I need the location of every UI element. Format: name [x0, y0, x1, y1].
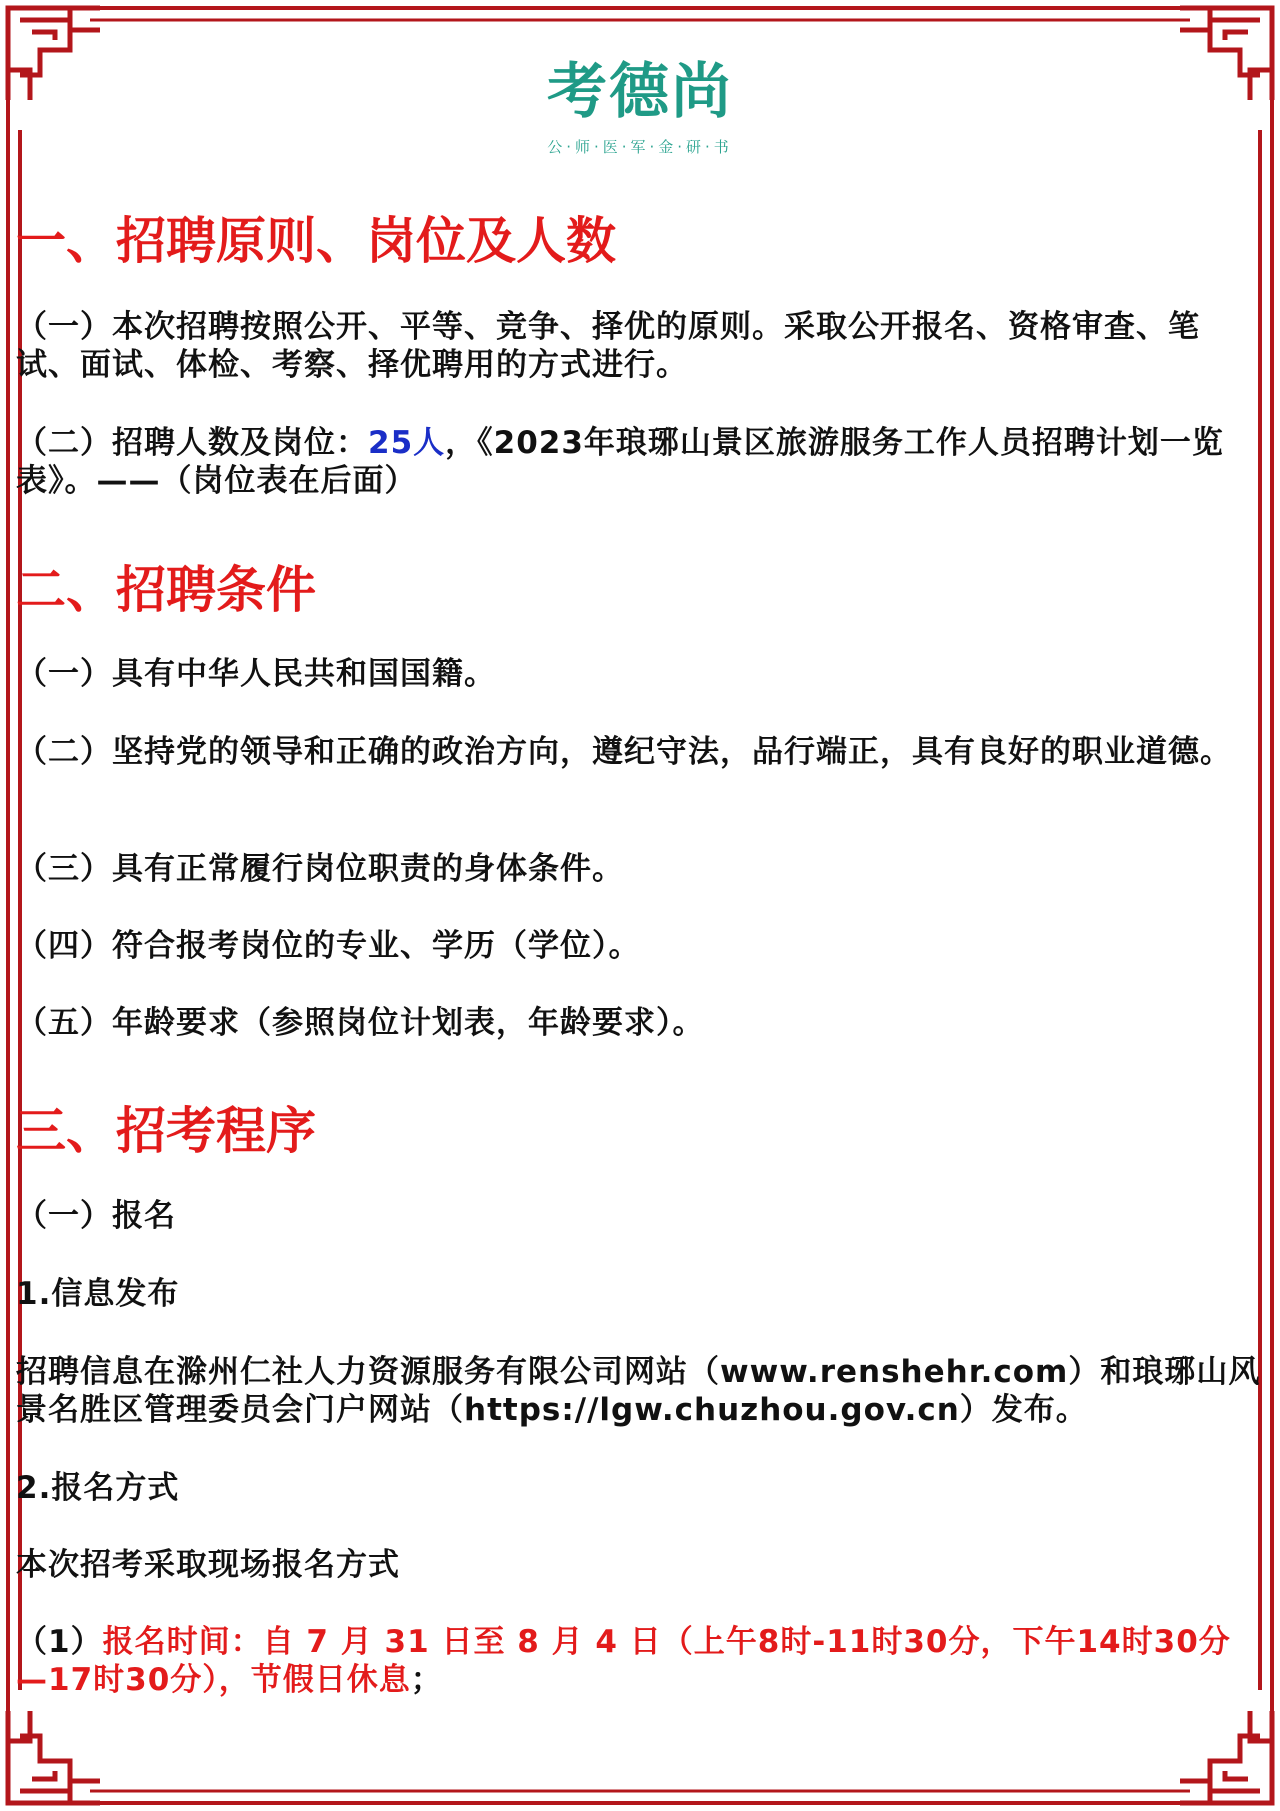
- paragraph-principle: （一）本次招聘按照公开、平等、竞争、择优的原则。采取公开报名、资格审查、笔试、面试、体检、考察、择优聘用的方式进行。: [16, 309, 1200, 383]
- registration-time: [16, 1623, 1261, 1699]
- section-heading-1: 一、招聘原则、岗位及人数: [16, 212, 616, 270]
- subsection-registration: （一）报名: [16, 1198, 176, 1234]
- registration-method-title: 2.报名方式: [16, 1470, 180, 1506]
- condition-item: （四）符合报考岗位的专业、学历（学位）。: [16, 928, 641, 964]
- condition-item: （五）年龄要求（参照岗位计划表，年龄要求）。: [16, 1005, 705, 1041]
- condition-item: （一）具有中华人民共和国国籍。: [16, 656, 496, 692]
- brand-logo: [0, 57, 1280, 157]
- time-end-punct: ；: [410, 1662, 443, 1698]
- info-release-text: 招聘信息在滁州仁社人力资源服务有限公司网站（www.renshehr.com）和琅琊山风景名胜区管理委员会门户网站（https://lgw.chuzhou.gov.cn）发布。: [16, 1354, 1261, 1428]
- info-release-title: 1.信息发布: [16, 1276, 180, 1312]
- registration-time-text: 报名时间：自 7 月 31 日至 8 月 4 日（上午8时-11时30分，下午14时30分—17时30分），节假日休息: [16, 1624, 1231, 1698]
- condition-item: （二）坚持党的领导和正确的政治方向，遵纪守法，品行端正，具有良好的职业道德。: [16, 734, 1232, 770]
- positions-plan: ，《2023年琅琊山景区旅游服务工作人员招聘计划一览表》。——（岗位表在后面）: [16, 425, 1224, 499]
- section-heading-2: 二、招聘条件: [16, 561, 316, 619]
- logo-subtitle: 公·师·医·军·金·研·书: [547, 138, 733, 156]
- registration-method-text: 本次招考采取现场报名方式: [16, 1547, 400, 1583]
- logo-title: 考德尚: [547, 57, 733, 127]
- positions-label: （二）招聘人数及岗位：: [16, 425, 368, 461]
- positions-count: 25人: [368, 425, 446, 461]
- section-heading-3: 三、招考程序: [16, 1102, 316, 1160]
- time-item-number: （1）: [16, 1624, 103, 1660]
- paragraph-positions: [16, 424, 1261, 500]
- corner-ornament-icon: [8, 8, 1272, 1803]
- condition-item: （三）具有正常履行岗位职责的身体条件。: [16, 851, 624, 887]
